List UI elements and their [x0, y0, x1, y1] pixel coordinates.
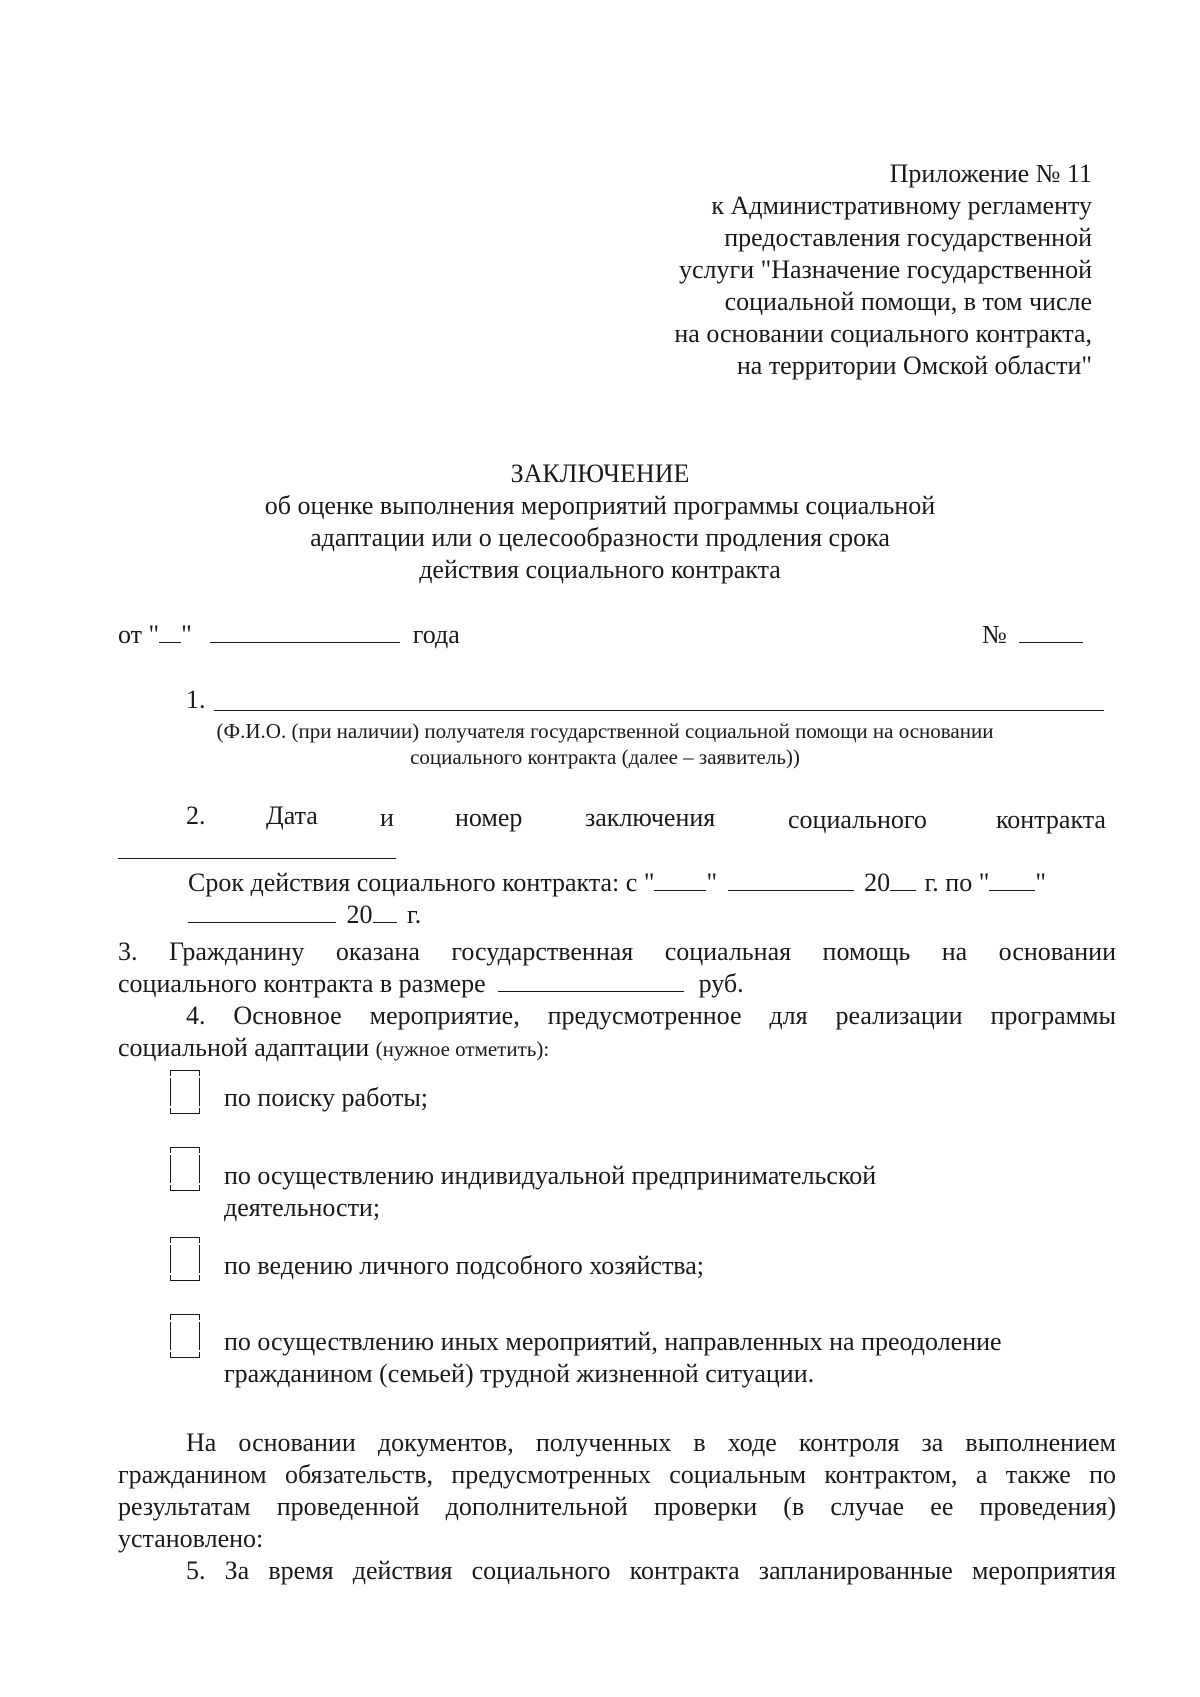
number-blank[interactable] [1019, 620, 1083, 643]
appendix-line: Приложение № 11 [889, 159, 1092, 188]
title-heading: ЗАКЛЮЧЕНИЕ [510, 459, 690, 488]
checkbox-other-measures[interactable] [170, 1314, 200, 1358]
item-2-word: 2. [186, 801, 206, 830]
item-2-word: социального [788, 805, 927, 834]
item-3-line: 3. Гражданину оказана государственная социальная помощь на основании [118, 937, 1116, 966]
item-4-line: 4. Основное мероприятие, предусмотренное для реализации программы [186, 1001, 1116, 1030]
day-blank[interactable] [159, 620, 181, 643]
appendix-line: к Административному регламенту [711, 191, 1092, 220]
item-2-word: и [380, 803, 394, 832]
option-entrepreneurship-line-2: деятельности; [224, 1193, 381, 1222]
month-blank[interactable] [210, 620, 400, 643]
number-sign: № [982, 620, 1007, 649]
basis-line: На основании документов, полученных в ходе контроля за выполнением [186, 1428, 1116, 1457]
contract-term-line-2: 20 г. [188, 899, 421, 931]
term-from-year-blank[interactable] [890, 868, 916, 891]
appendix-line: социальной помощи, в том числе [724, 287, 1092, 316]
contract-term-line: Срок действия социального контракта: с " " 20 г. по " " [188, 868, 1046, 897]
amount-blank[interactable] [498, 969, 684, 992]
term-from-month-blank[interactable] [728, 868, 854, 891]
item-1-caption: социального контракта (далее – заявитель)) [410, 745, 800, 769]
title-subline: об оценке выполнения мероприятий программы социальной [264, 491, 936, 520]
option-job-search: по поиску работы; [224, 1083, 429, 1112]
basis-line: установлено: [118, 1524, 264, 1553]
number-field [982, 619, 1083, 651]
item-2-word: заключения [585, 803, 716, 832]
checkbox-job-search[interactable] [170, 1070, 200, 1114]
year-word: года [412, 620, 460, 649]
title-subline: действия социального контракта [419, 555, 781, 584]
item-2-word: номер [455, 803, 523, 832]
appendix-line: предоставления государственной [724, 223, 1092, 252]
option-other-measures-line-2: гражданином (семьей) трудной жизненной ситуации. [224, 1359, 815, 1388]
item-2-word: контракта [996, 805, 1106, 834]
basis-line: результатам проведенной дополнительной проверки (в случае ее проведения) [118, 1492, 1116, 1521]
item-1-caption: (Ф.И.О. (при наличии) получателя государственной социальной помощи на основании [216, 719, 994, 743]
option-entrepreneurship: по осуществлению индивидуальной предпринимательской [224, 1161, 877, 1190]
checkbox-entrepreneurship[interactable] [170, 1147, 200, 1191]
item-5-line: 5. За время действия социального контракта запланированные мероприятия [186, 1556, 1116, 1585]
title-subline: адаптации или о целесообразности продления срока [310, 523, 890, 552]
option-other-measures: по осуществлению иных мероприятий, направленных на преодоление [224, 1327, 1002, 1356]
term-to-month-blank[interactable] [188, 900, 336, 923]
item-3-amount-line: социального контракта в размере руб. [118, 969, 744, 998]
appendix-line: услуги "Назначение государственной [679, 255, 1092, 284]
item-4-line-2: социальной адаптации (нужное отметить): [118, 1033, 550, 1062]
term-to-year-blank[interactable] [373, 900, 397, 923]
checkbox-household[interactable] [170, 1237, 200, 1281]
term-from-day-blank[interactable] [654, 868, 706, 891]
recipient-name-line[interactable] [214, 710, 1104, 711]
appendix-line: на основании социального контракта, [674, 319, 1092, 348]
item-1-number: 1. [186, 685, 206, 714]
item-2-word: Дата [266, 801, 318, 830]
appendix-line: на территории Омской области" [736, 351, 1092, 380]
term-to-day-blank[interactable] [989, 868, 1035, 891]
basis-line: гражданином обязательств, предусмотренных социальным контрактом, а также по [118, 1460, 1116, 1489]
contract-date-line[interactable] [118, 858, 396, 859]
date-label: от " " года [118, 620, 460, 649]
option-household: по ведению личного подсобного хозяйства; [224, 1251, 704, 1280]
